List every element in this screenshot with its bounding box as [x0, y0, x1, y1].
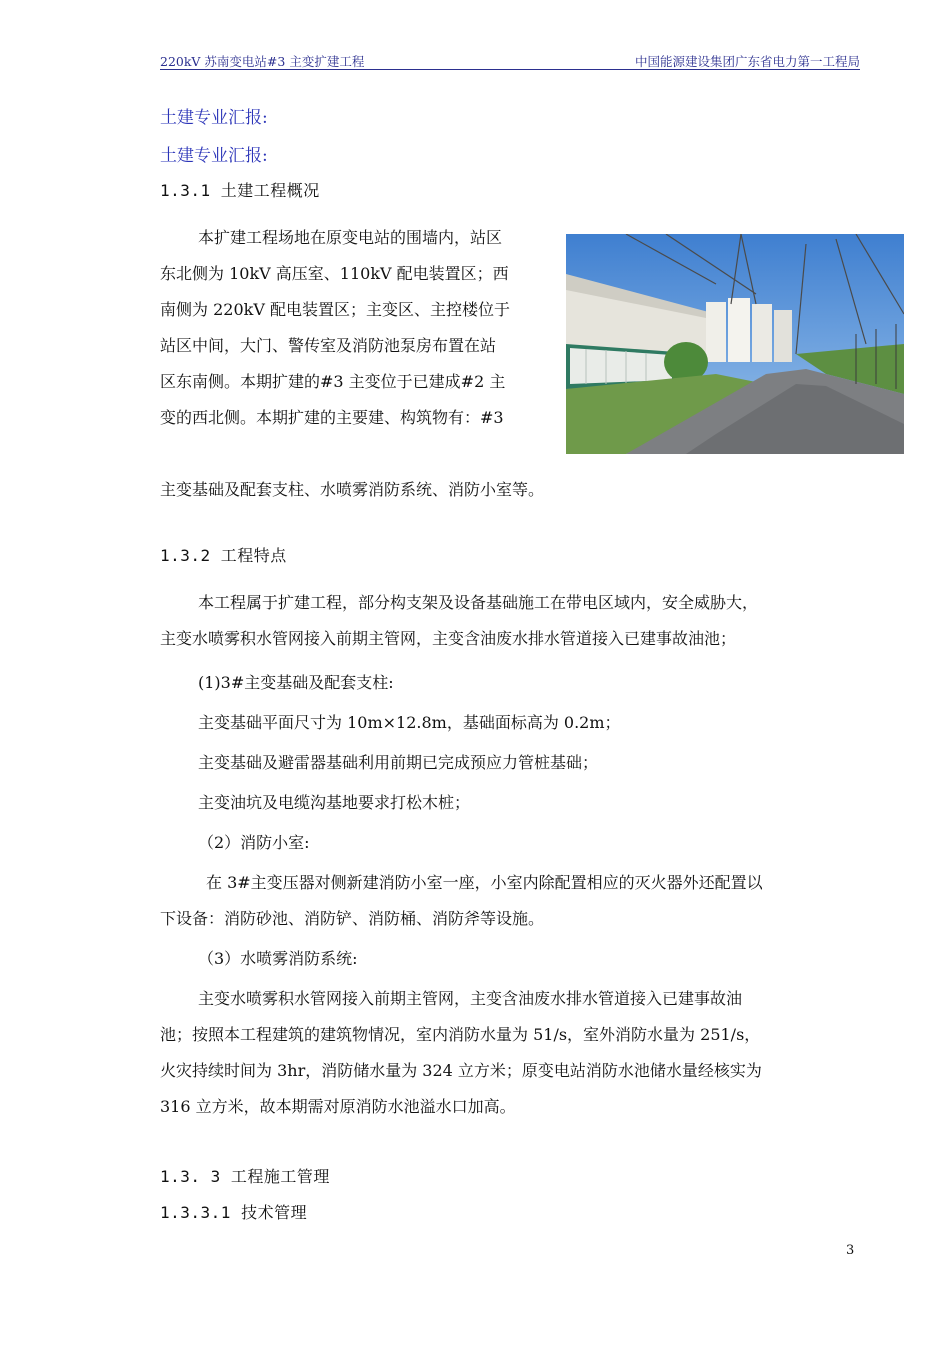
item-3-line: 316 立方米，故本期需对原消防水池溢水口加高。: [160, 1097, 516, 1116]
header-company-name: 中国能源建设集团广东省电力第一工程局: [634, 54, 860, 69]
overview-line: 主变基础及配套支柱、水喷雾消防系统、消防小室等。: [160, 480, 545, 499]
item-2-line: 下设备：消防砂池、消防铲、消防桶、消防斧等设施。: [160, 909, 545, 928]
item-3-title: （3）水喷雾消防系统:: [198, 949, 358, 968]
features-line: 本工程属于扩建工程，部分构支架及设备基础施工在带电区域内，安全威胁大，: [198, 593, 759, 612]
overview-paragraph-end: [160, 472, 865, 508]
overview-paragraph: [160, 220, 555, 436]
running-header: [160, 52, 860, 70]
item-1-title: (1)3#主变基础及配套支柱:: [198, 673, 394, 692]
overview-line: 本扩建工程场地在原变电站的围墙内，站区: [198, 228, 503, 247]
item-1-line: 主变油坑及电缆沟基地要求打松木桩；: [198, 793, 471, 812]
section-heading-1-3-3-1: 1.3.3.1 技术管理: [160, 1203, 308, 1222]
substation-photo: [566, 234, 904, 454]
overview-line: 变的西北侧。本期扩建的主要建、构筑物有：#3: [160, 408, 504, 427]
item-2-title: （2）消防小室:: [198, 833, 310, 852]
overview-line: 南侧为 220kV 配电装置区；主变区、主控楼位于: [160, 300, 510, 319]
item-1-line: 主变基础及避雷器基础利用前期已完成预应力管桩基础；: [198, 753, 599, 772]
features-line: 主变水喷雾积水管网接入前期主管网，主变含油废水排水管道接入已建事故油池；: [160, 629, 737, 648]
section-heading-1-3-2: 1.3.2 工程特点: [160, 546, 287, 565]
substation-photo-drawing: [566, 234, 904, 454]
section-heading-1-3-3: 1.3. 3 工程施工管理: [160, 1167, 330, 1186]
overview-line: 东北侧为 10kV 高压室、110kV 配电装置区；西: [160, 264, 509, 283]
section-heading-1-3-1: 1.3.1 土建工程概况: [160, 181, 320, 200]
item-2-line: 在 3#主变压器对侧新建消防小室一座，小室内除配置相应的灭火器外还配置以: [206, 873, 763, 892]
item-3-line: 火灾持续时间为 3hr，消防储水量为 324 立方米；原变电站消防水池储水量经核实为: [160, 1061, 762, 1080]
header-project-name: 220kV 苏南变电站#3 主变扩建工程: [160, 54, 365, 69]
overview-line: 区东南侧。本期扩建的#3 主变位于已建成#2 主: [160, 372, 506, 391]
overview-line: 站区中间，大门、警传室及消防池泵房布置在站: [160, 336, 497, 355]
features-paragraph: [160, 585, 865, 1125]
header-rule: [160, 69, 860, 70]
item-3-line: 主变水喷雾积水管网接入前期主管网，主变含油废水排水管道接入已建事故油: [198, 989, 743, 1008]
item-3-line: 池；按照本工程建筑的建筑物情况，室内消防水量为 51/s，室外消防水量为 251/s，: [160, 1025, 761, 1044]
report-title: 土建专业汇报:: [160, 108, 268, 128]
page-number: 3: [846, 1243, 855, 1258]
report-title-repeat: 土建专业汇报:: [160, 146, 268, 166]
item-1-line: 主变基础平面尺寸为 10m×12.8m，基础面标高为 0.2m；: [198, 713, 621, 732]
